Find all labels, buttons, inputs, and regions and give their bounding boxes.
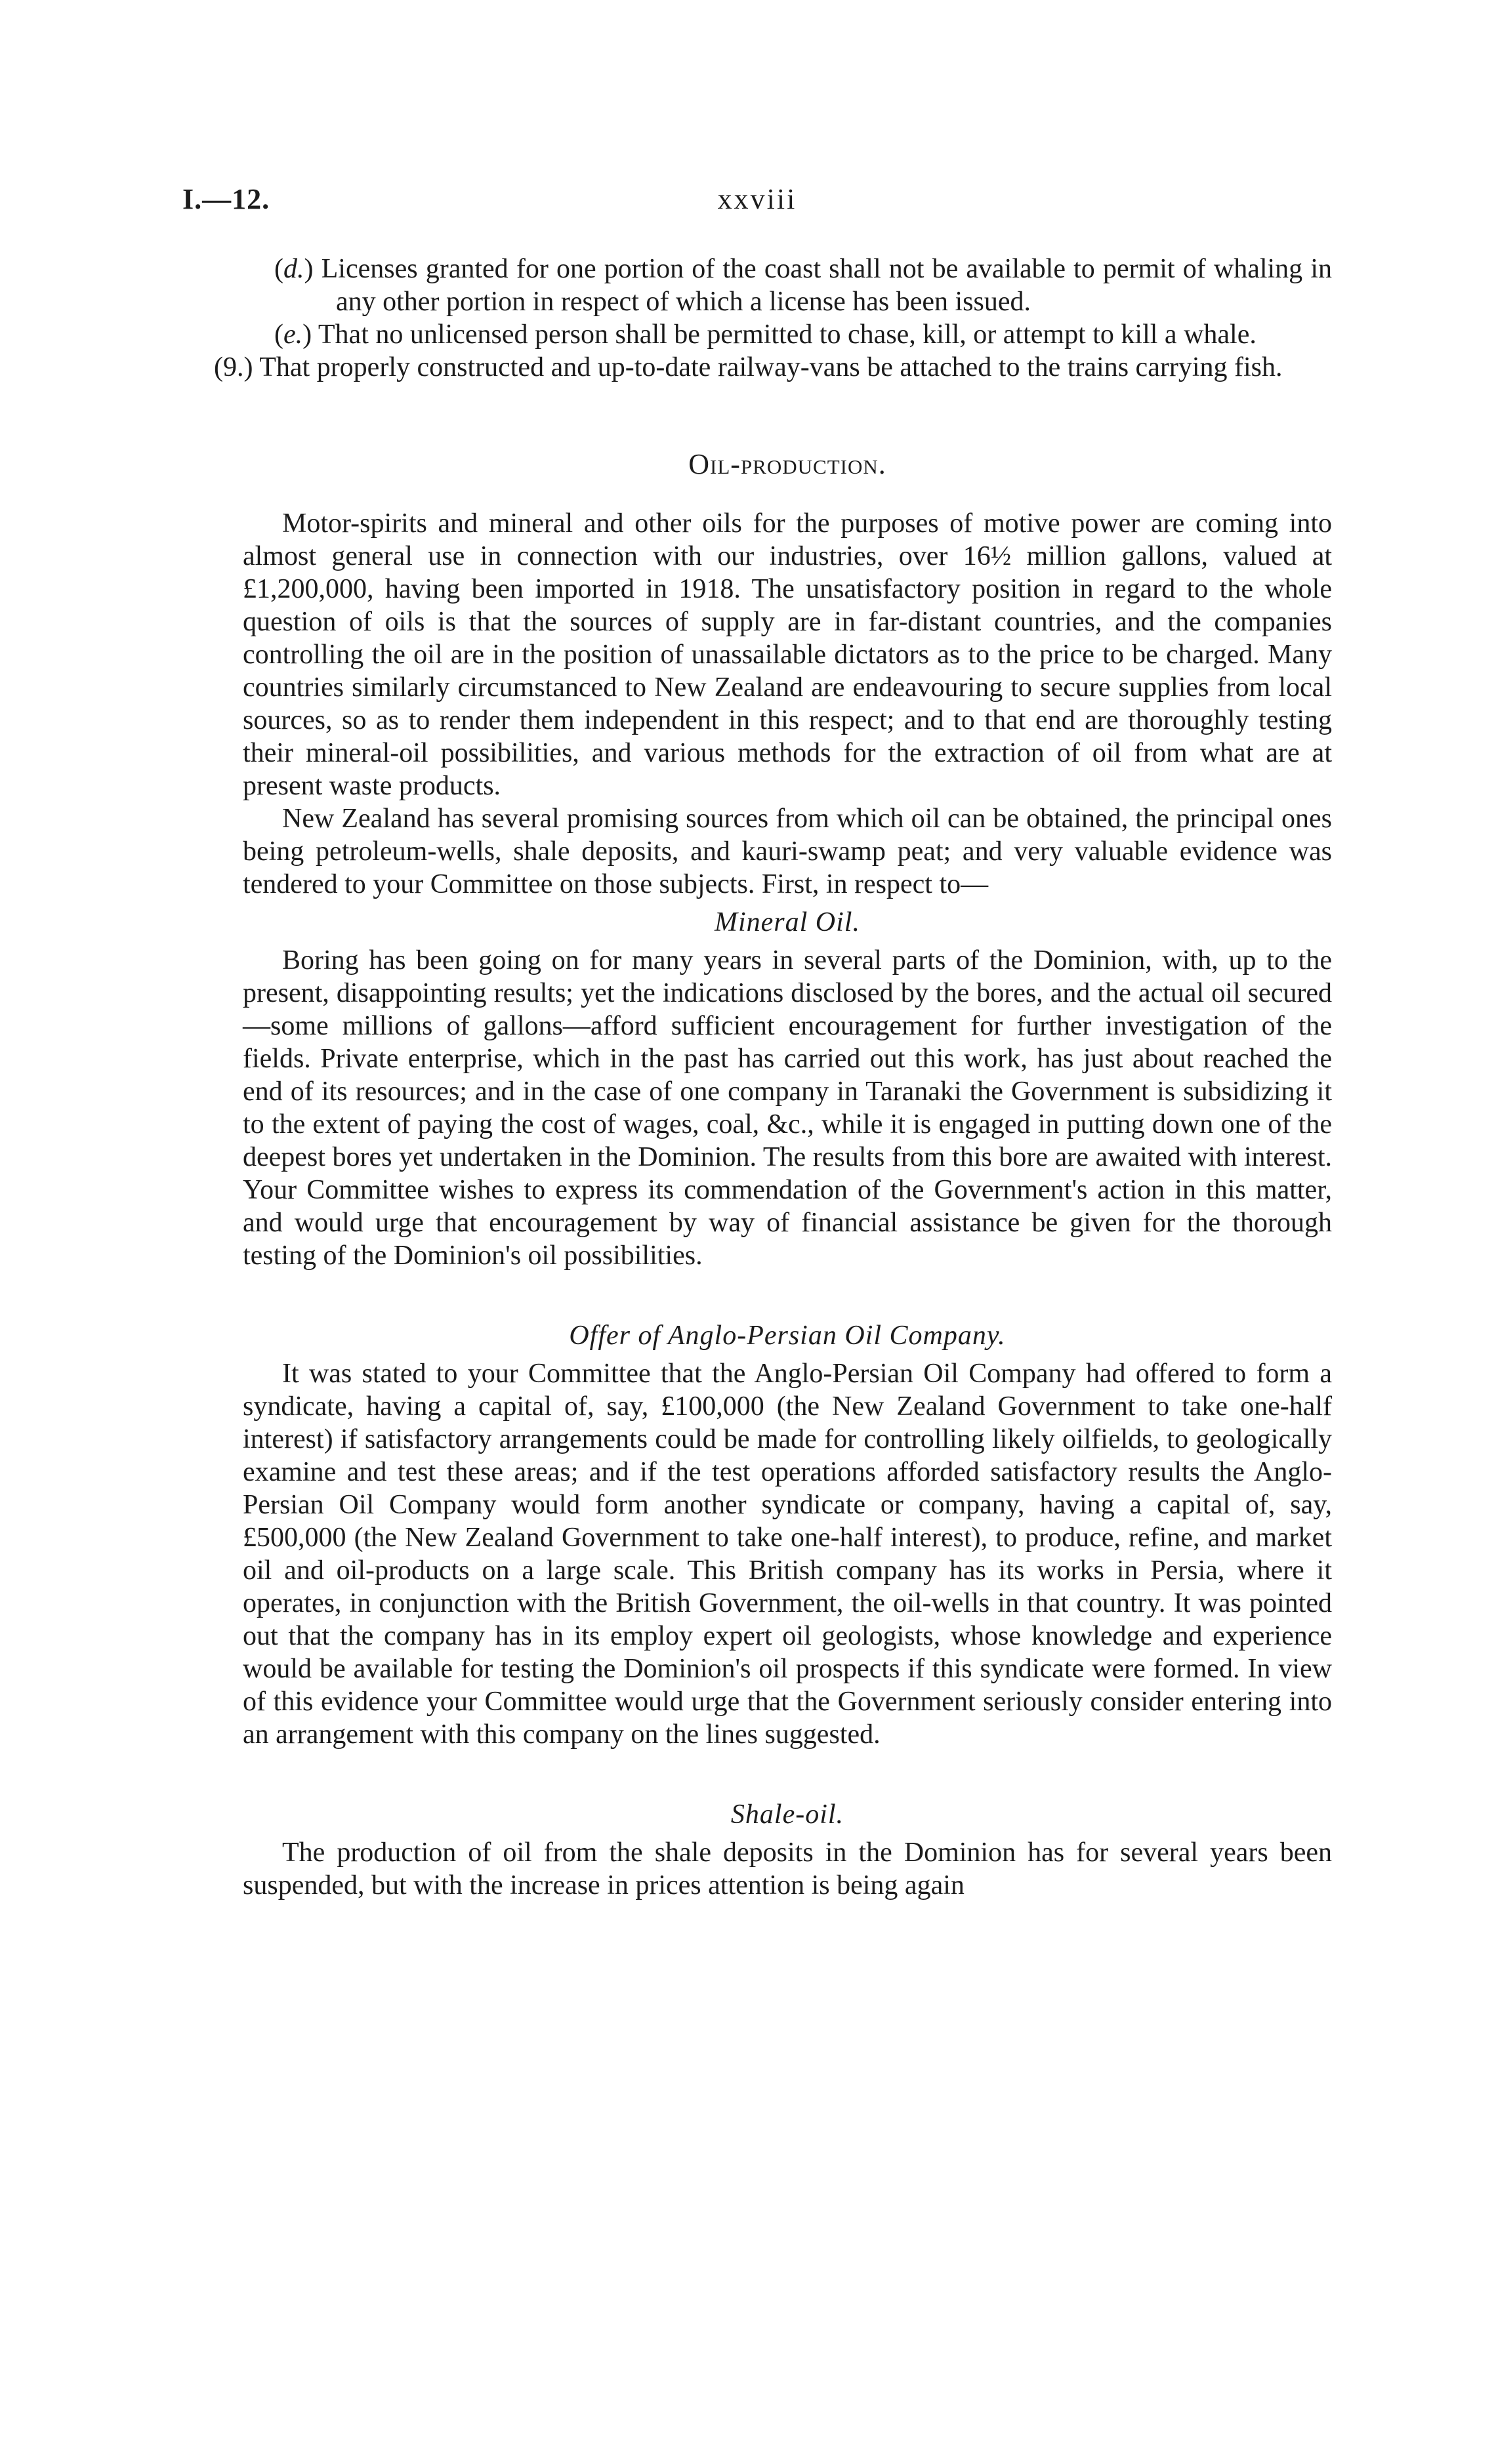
clause-e-label: (e.)	[274, 319, 312, 350]
clause-e-text: That no unlicensed person shall be permitted to chase, kill, or attempt to kill a whale.	[318, 319, 1257, 350]
paragraph-mineral-1: Boring has been going on for many years in several parts of the Dominion, with, up to the present, disappointing results; yet the indications disclosed by the bores, and the actual oil secured—some millions of gallons—afford sufficient encouragement for further investigation of the fields. Private enterprise, which in the past has carried out this work, has just about reached the end of its resources; and in the case of one company in Taranaki the Government is subsidizing it to the extent of paying the cost of wages, coal, &c., while it is engaged in putting down one of the deepest bores yet undertaken in the Dominion. The results from this bore are awaited with interest. Your Committee wishes to express its commendation of the Government's action in this matter, and would urge that encouragement by way of financial assistance be given for the thorough testing of the Dominion's oil possibilities.	[243, 945, 1332, 1271]
clause-9	[213, 351, 1332, 384]
clause-d-text: Licenses granted for one portion of the coast shall not be available to permit of whaling in any other portion in respect of which a license has been issued.	[321, 254, 1332, 317]
document-body	[214, 253, 1332, 1902]
clause-d	[243, 253, 1332, 318]
clause-9-text: That properly constructed and up-to-date railway-vans be attached to the trains carrying fish.	[259, 352, 1283, 382]
section-heading-mineral-oil: Mineral Oil.	[715, 907, 860, 937]
document-reference: I.—12.	[182, 183, 270, 215]
clause-9-label: (9.)	[214, 352, 253, 382]
clause-e	[243, 318, 1332, 351]
paragraph-shale-1: The production of oil from the shale deposits in the Dominion has for several years been suspended, but with the increase in prices attention is being again	[243, 1838, 1332, 1900]
paragraph-anglo-1: It was stated to your Committee that the Anglo-Persian Oil Company had offered to form a syndicate, having a capital of, say, £100,000 (the New Zealand Government to take one-half interest) if satisfactory arrangements could be made for controlling likely oilfields, to geologically examine and test these areas; and if the test operations afforded satisfactory results the Anglo-Persian Oil Company would form another syndicate or company, having a capital of, say, £500,000 (the New Zealand Government to take one-half interest), to produce, refine, and market oil and oil-products on a large scale. This British company has its works in Persia, where it operates, in conjunction with the British Government, the oil-wells in that country. It was pointed out that the company has in its employ expert oil geologists, whose knowledge and experience would be available for testing the Dominion's oil prospects if this syndicate were formed. In view of this evidence your Committee would urge that the Government seriously consider entering into an arrangement with this company on the lines suggested.	[243, 1359, 1332, 1750]
section-heading-anglo-persian: Offer of Anglo-Persian Oil Company.	[569, 1321, 1006, 1351]
section-heading-shale-oil: Shale-oil.	[730, 1799, 844, 1830]
section-heading-oil-production: Oil-production.	[688, 448, 886, 480]
paragraph-oil-1: Motor-spirits and mineral and other oils for the purposes of motive power are coming into almost general use in connection with our industries, over 16½ million gallons, valued at £1,200,000, having been imported in 1918. The unsatisfactory position in regard to the whole question of oils is that the sources of supply are in far-distant countries, and the companies controlling the oil are in the position of unassailable dictators as to the price to be charged. Many countries similarly circumstanced to New Zealand are endeavouring to secure supplies from local sources, so as to render them independent in this respect; and to that end are thoroughly testing their mineral-oil possibilities, and various methods for the extraction of oil from what are at present waste products.	[243, 508, 1332, 801]
clause-d-label: (d.)	[274, 254, 314, 284]
page-header	[182, 182, 1332, 222]
paragraph-oil-2: New Zealand has several promising sources from which oil can be obtained, the principal ones being petroleum-wells, shale deposits, and kauri-swamp peat; and very valuable evidence was tendered to your Committee on those subjects. First, in respect to—	[243, 804, 1332, 899]
page-number: xxviii	[717, 183, 797, 215]
